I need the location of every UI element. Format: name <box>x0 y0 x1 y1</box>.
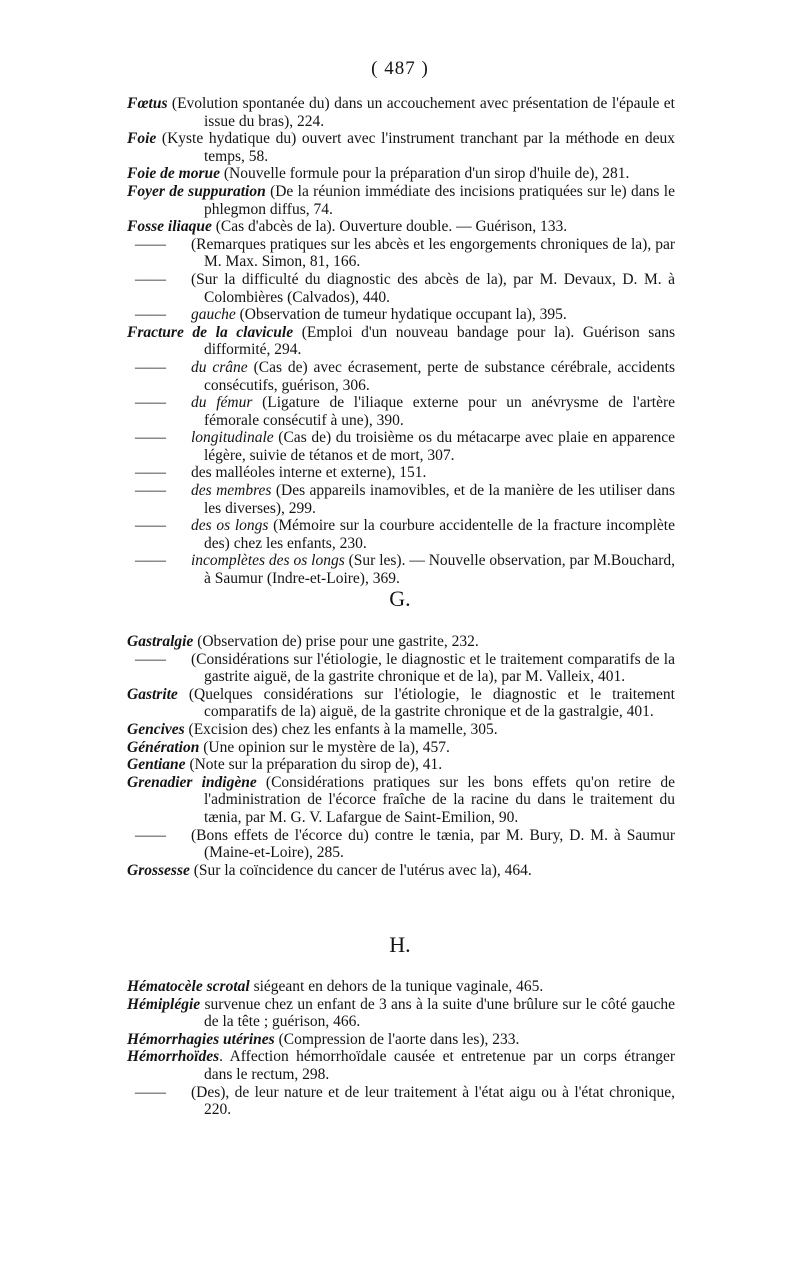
index-entry <box>127 978 675 996</box>
ditto-dash: —— <box>135 482 166 500</box>
entry-text: (Evolution spontanée du) dans un accouchement avec présentation de l'épaule et issue du bras), 224. <box>167 95 675 130</box>
ditto-dash: —— <box>135 235 166 253</box>
index-entry <box>127 1084 675 1119</box>
ditto-dash: —— <box>135 306 166 324</box>
entry-term: Foie <box>127 130 157 148</box>
entry-text: (De la réunion immédiate des incisions pratiquées sur le) dans le phlegmon diffus, 74. <box>204 182 675 218</box>
entry-text: (Une opinion sur le mystère de la), 457. <box>199 738 450 756</box>
index-entry <box>127 429 675 464</box>
entry-text: (Quelques considérations sur l'étiologie, le diagnostic et le traitement comparatifs de la) aiguë, de la gastrite chronique et de la gastralgie, 401. <box>177 685 675 721</box>
entry-text: (Emploi d'un nouveau bandage pour la). Guérison sans difformité, 294. <box>204 323 675 359</box>
index-entry <box>127 633 675 651</box>
entry-subterm: longitudinale <box>191 429 274 447</box>
ditto-dash: —— <box>135 552 166 570</box>
entry-subterm: du fémur <box>191 394 253 412</box>
index-entry <box>127 552 675 587</box>
ditto-dash: —— <box>135 826 166 844</box>
entry-text: (Excision des) chez les enfants à la mamelle, 305. <box>184 720 498 738</box>
section-h <box>127 978 675 1119</box>
entry-text: (Cas de) avec écrasement, perte de substance cérébrale, accidents consécutifs, guérison, 306. <box>204 358 676 394</box>
index-entry <box>127 183 675 218</box>
page-number: ( 487 ) <box>371 58 429 79</box>
entry-subterm: des membres <box>191 482 272 500</box>
ditto-dash: —— <box>135 358 166 376</box>
index-entry <box>127 739 675 757</box>
index-entry <box>127 651 675 686</box>
ditto-dash: —— <box>135 394 166 412</box>
entry-term: Foyer de suppuration <box>127 182 266 200</box>
index-entry <box>127 218 675 236</box>
ditto-dash: —— <box>135 650 166 668</box>
entry-text: . Affection hémorrhoïdale causée et entretenue par un corps étranger dans le rectum, 298. <box>204 1048 675 1083</box>
entry-term: Hématocèle scrotal <box>127 978 250 995</box>
letter-heading-h: H. <box>389 932 411 957</box>
entry-term: Fosse iliaque <box>127 218 212 236</box>
index-entry <box>127 721 675 739</box>
index-entry <box>127 774 675 827</box>
entry-text: (Cas de) du troisième os du métacarpe avec plaie en apparence légère, suivie de tétanos et de mort, 307. <box>204 429 675 464</box>
entry-text: siégeant en dehors de la tunique vaginale, 465. <box>249 978 544 995</box>
entry-term: Gastrite <box>127 685 178 703</box>
entry-subterm: gauche <box>191 306 236 324</box>
index-entry <box>127 482 675 517</box>
index-entry <box>127 464 675 482</box>
entry-text: (Bons effets de l'écorce du) contre le tænia, par M. Bury, D. M. à Saumur (Maine-et-Loire), 285. <box>191 826 675 862</box>
entry-text: (Des), de leur nature et de leur traitement à l'état aigu ou à l'état chronique, 220. <box>191 1083 675 1119</box>
entry-text: (Mémoire sur la courbure accidentelle de la fracture incomplète des) chez les enfants, 230. <box>204 517 675 552</box>
entry-text: (Note sur la préparation du sirop de), 41. <box>185 756 443 774</box>
entry-text: (Des appareils inamovibles, et de la manière de les utiliser dans les diverses), 299. <box>204 482 675 517</box>
entry-term: Hémorrhoïdes <box>127 1048 220 1066</box>
index-entry <box>127 324 675 359</box>
entry-term: Fracture de la clavicule <box>127 323 294 341</box>
entry-term: Hémiplégie <box>127 995 201 1013</box>
entry-text: (Cas d'abcès de la). Ouverture double. — Guérison, 133. <box>211 218 568 236</box>
index-entry <box>127 517 675 552</box>
index-entry <box>127 827 675 862</box>
index-entry <box>127 359 675 394</box>
index-entry <box>127 236 675 271</box>
entry-text: (Remarques pratiques sur les abcès et les engorgements chroniques de la), par M. Max. Simon, 81, 166. <box>191 235 675 271</box>
entry-term: Foie de morue <box>127 165 220 183</box>
entry-text: (Considérations sur l'étiologie, le diagnostic et le traitement comparatifs de la gastrite aiguë, de la gastrite chronique et de la), par M. Valleix, 401. <box>191 650 675 686</box>
entry-text: des malléoles interne et externe), 151. <box>191 464 427 482</box>
entry-text: (Kyste hydatique du) ouvert avec l'instrument tranchant par la méthode en deux temps, 58. <box>156 130 675 165</box>
entry-text: (Ligature de l'iliaque externe pour un anévrysme de l'artère fémorale consécutif à une), 390. <box>204 394 675 429</box>
entry-term: Génération <box>127 738 200 756</box>
index-entry <box>127 996 675 1031</box>
entry-text: survenue chez un enfant de 3 ans à la suite d'une brûlure sur le côté gauche de la tête ; guérison, 466. <box>200 995 675 1031</box>
ditto-dash: —— <box>135 517 166 535</box>
letter-heading-g: G. <box>389 586 411 611</box>
index-entry <box>127 756 675 774</box>
entry-term: Grenadier indigène <box>127 773 257 791</box>
ditto-dash: —— <box>135 429 166 447</box>
ditto-dash: —— <box>135 270 166 288</box>
section-f <box>127 95 675 588</box>
entry-subterm: des os longs <box>191 517 269 535</box>
entry-term: Grossesse <box>127 861 190 879</box>
entry-text: (Considérations pratiques sur les bons effets qu'on retire de l'administration de l'écorce fraîche de la racine du dans le traitement du tænia, par M. G. V. Lafargue de Saint-Emilion, 90. <box>204 773 675 826</box>
entry-subterm: du crâne <box>191 358 248 376</box>
entry-term: Gencives <box>127 720 185 738</box>
entry-text: (Compression de l'aorte dans les), 233. <box>274 1030 520 1048</box>
index-entry <box>127 862 675 880</box>
entry-text: (Observation de) prise pour une gastrite, 232. <box>193 633 479 650</box>
index-entry <box>127 1048 675 1083</box>
entry-text: (Sur les). — Nouvelle observation, par M.Bouchard, à Saumur (Indre-et-Loire), 369. <box>204 552 675 588</box>
index-entry <box>127 165 675 183</box>
entry-term: Fœtus <box>127 95 168 112</box>
index-entry <box>127 130 675 165</box>
entry-term: Gentiane <box>127 756 186 774</box>
ditto-dash: —— <box>135 1083 166 1101</box>
entry-term: Hémorrhagies utérines <box>127 1030 275 1048</box>
ditto-dash: —— <box>135 464 166 482</box>
entry-text: (Sur la coïncidence du cancer de l'utérus avec la), 464. <box>189 861 532 879</box>
entry-text: (Sur la difficulté du diagnostic des abcès de la), par M. Devaux, D. M. à Colombières (Calvados), 440. <box>191 270 675 306</box>
entry-term: Gastralgie <box>127 633 194 650</box>
index-entry <box>127 686 675 721</box>
index-entry <box>127 306 675 324</box>
index-entry <box>127 394 675 429</box>
index-entry <box>127 95 675 130</box>
entry-text: (Nouvelle formule pour la préparation d'un sirop d'huile de), 281. <box>220 165 630 183</box>
index-entry <box>127 1031 675 1049</box>
index-entry <box>127 271 675 306</box>
section-g <box>127 633 675 879</box>
entry-text: (Observation de tumeur hydatique occupant la), 395. <box>235 306 567 324</box>
entry-subterm: incomplètes des os longs <box>191 552 345 570</box>
